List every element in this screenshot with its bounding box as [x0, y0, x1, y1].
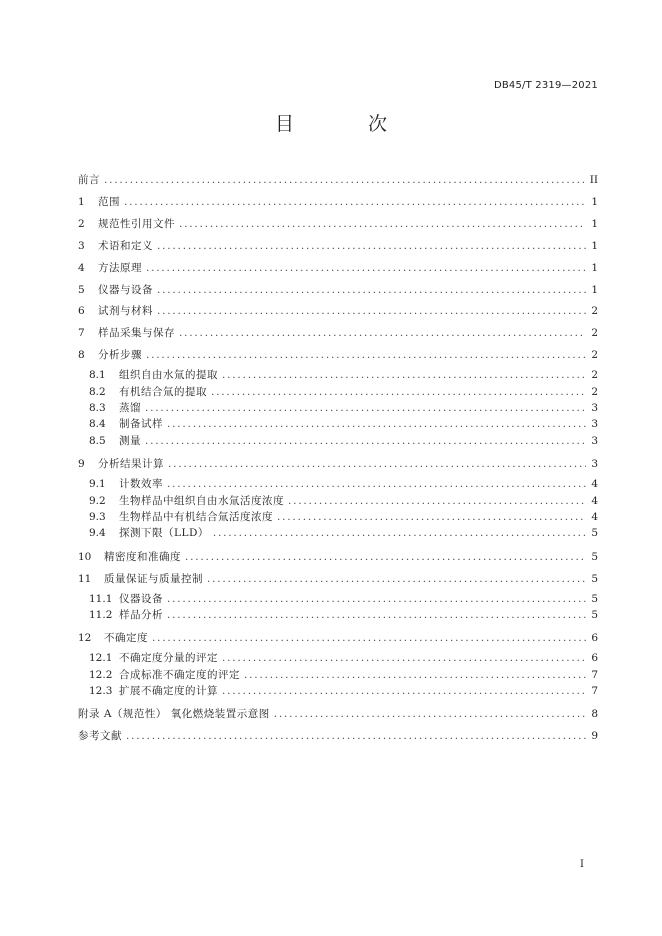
toc-leader-dots — [146, 345, 586, 367]
toc-leader-dots — [168, 454, 586, 476]
toc-label: 测量 — [119, 434, 141, 447]
toc-page-number: 3 — [591, 458, 598, 471]
toc-page-number: 2 — [591, 385, 598, 398]
toc-entry[interactable] — [78, 301, 598, 323]
toc-label: 参考文献 — [78, 730, 122, 743]
toc-subentry[interactable] — [78, 384, 598, 400]
toc-leader-dots — [167, 607, 586, 623]
toc-label: 术语和定义 — [98, 239, 153, 252]
toc-number: 8.4 — [89, 418, 106, 431]
toc-label: 精密度和准确度 — [104, 550, 181, 563]
toc-label: 制备试样 — [119, 418, 163, 431]
toc-number: 9.3 — [89, 510, 106, 523]
toc-page-number: 3 — [591, 434, 598, 447]
toc-leader-dots — [167, 476, 586, 492]
toc-number: 9.1 — [89, 478, 106, 491]
toc-page-number: 5 — [591, 592, 598, 605]
toc-leader-dots — [157, 301, 586, 323]
toc-number: 8 — [78, 349, 85, 362]
toc-subentry[interactable] — [78, 493, 598, 509]
toc-leader-dots — [213, 525, 586, 541]
toc-page-number: 1 — [591, 239, 598, 252]
toc-subentry[interactable] — [78, 525, 598, 541]
toc-leader-dots — [167, 416, 586, 432]
toc-page-number: 2 — [591, 369, 598, 382]
toc-page-number: 4 — [591, 478, 598, 491]
toc-leader-dots — [274, 704, 586, 726]
toc-subentry[interactable] — [78, 416, 598, 432]
toc-subentry[interactable] — [78, 476, 598, 492]
toc-leader-dots — [104, 170, 586, 192]
toc-label: 前言 — [78, 174, 100, 186]
toc-number: 9.2 — [89, 494, 106, 507]
toc-label: 探测下限（LLD） — [119, 527, 209, 540]
toc-page-number: 5 — [591, 527, 598, 540]
document-code: DB45/T 2319—2021 — [493, 80, 598, 91]
toc-page-number: 5 — [591, 608, 598, 621]
toc-entry[interactable] — [78, 345, 598, 367]
toc-number: 8.2 — [89, 385, 106, 398]
toc-page-number: II — [589, 174, 598, 186]
toc-leader-dots — [244, 667, 586, 683]
toc-number: 7 — [78, 327, 85, 340]
toc-leader-dots — [145, 400, 586, 416]
toc-number: 6 — [78, 305, 85, 318]
toc-entry[interactable] — [78, 569, 598, 591]
toc-label: 分析步骤 — [98, 349, 142, 362]
toc-page-number: 1 — [591, 217, 598, 230]
toc-label: 范围 — [98, 195, 120, 208]
toc-subentry[interactable] — [78, 367, 598, 383]
toc-label: 试剂与材料 — [98, 305, 153, 318]
toc-number: 8.1 — [89, 369, 106, 382]
toc-entry[interactable] — [78, 280, 598, 302]
toc-number: 10 — [78, 550, 92, 563]
toc-subentry[interactable] — [78, 591, 598, 607]
toc-label: 样品采集与保存 — [98, 327, 175, 340]
toc-leader-dots — [288, 493, 586, 509]
toc-leader-dots — [211, 384, 586, 400]
toc-number: 5 — [78, 283, 85, 296]
toc-number: 1 — [78, 195, 85, 208]
toc-page-number: 4 — [591, 510, 598, 523]
toc-number: 9.4 — [89, 527, 106, 540]
page-title: 目 次 — [274, 113, 422, 135]
toc-leader-dots — [145, 433, 586, 449]
toc-page-number: 6 — [591, 652, 598, 665]
toc-subentry[interactable] — [78, 400, 598, 416]
toc-number: 2 — [78, 217, 85, 230]
toc-number: 12 — [78, 632, 92, 645]
toc-page-number: 1 — [591, 283, 598, 296]
toc-label: 组织自由水氚的提取 — [119, 369, 218, 382]
toc-label: 仪器设备 — [119, 592, 163, 605]
toc-label: 不确定度分量的评定 — [119, 652, 218, 665]
toc-entry[interactable] — [78, 726, 598, 748]
toc-label: 有机结合氚的提取 — [119, 385, 207, 398]
toc-entry[interactable] — [78, 214, 598, 236]
toc-label: 合成标准不确定度的评定 — [119, 668, 240, 681]
toc-leader-dots — [157, 236, 586, 258]
toc-page-number: 1 — [591, 195, 598, 208]
toc-subentry[interactable] — [78, 683, 598, 699]
toc-leader-dots — [157, 280, 586, 302]
toc-leader-dots — [185, 547, 586, 569]
toc-leader-dots — [277, 509, 586, 525]
toc-subentry[interactable] — [78, 433, 598, 449]
toc-page-number: 1 — [591, 261, 598, 274]
toc-number: 8.3 — [89, 401, 106, 414]
toc-page-number: 3 — [591, 418, 598, 431]
toc-leader-dots — [222, 650, 586, 666]
toc-page-number: 9 — [591, 730, 598, 743]
toc-leader-dots — [222, 367, 586, 383]
toc-label: 附录 A（规范性） 氧化燃烧装置示意图 — [78, 708, 270, 721]
toc-page-number: 2 — [591, 349, 598, 362]
toc-number: 8.5 — [89, 434, 106, 447]
toc-page-number: 2 — [591, 305, 598, 318]
toc-entry[interactable] — [78, 704, 598, 726]
toc-leader-dots — [146, 258, 586, 280]
toc-leader-dots — [207, 569, 586, 591]
toc-entry[interactable] — [78, 323, 598, 345]
toc-label: 生物样品中组织自由水氚活度浓度 — [119, 494, 284, 507]
toc-page-number: 6 — [591, 632, 598, 645]
toc-page-number: 5 — [591, 550, 598, 563]
page-number: I — [580, 859, 584, 870]
toc-leader-dots — [179, 214, 586, 236]
toc-entry[interactable] — [78, 454, 598, 476]
toc-number: 12.3 — [89, 685, 113, 698]
toc-number: 11.2 — [89, 608, 113, 621]
toc-leader-dots — [126, 726, 586, 748]
toc-label: 规范性引用文件 — [98, 217, 175, 230]
toc-entry[interactable] — [78, 236, 598, 258]
toc-page-number: 3 — [591, 401, 598, 414]
toc-subentry[interactable] — [78, 509, 598, 525]
toc-number: 11.1 — [89, 592, 113, 605]
table-of-contents — [78, 170, 598, 748]
toc-entry[interactable] — [78, 170, 598, 192]
toc-label: 扩展不确定度的计算 — [119, 685, 218, 698]
toc-label: 蒸馏 — [119, 401, 141, 414]
toc-page-number: 7 — [591, 685, 598, 698]
toc-number: 9 — [78, 458, 85, 471]
toc-leader-dots — [124, 192, 586, 214]
toc-label: 样品分析 — [119, 608, 163, 621]
toc-page-number: 7 — [591, 668, 598, 681]
toc-label: 生物样品中有机结合氚活度浓度 — [119, 510, 273, 523]
toc-leader-dots — [152, 628, 586, 650]
toc-entry[interactable] — [78, 192, 598, 214]
toc-page-number: 5 — [591, 572, 598, 585]
toc-page-number: 8 — [591, 708, 598, 721]
toc-leader-dots — [222, 683, 586, 699]
toc-subentry[interactable] — [78, 650, 598, 666]
toc-label: 计数效率 — [119, 478, 163, 491]
toc-entry[interactable] — [78, 628, 598, 650]
toc-number: 11 — [78, 572, 92, 585]
toc-leader-dots — [167, 591, 586, 607]
toc-page-number: 4 — [591, 494, 598, 507]
toc-number: 4 — [78, 261, 85, 274]
toc-label: 质量保证与质量控制 — [104, 572, 203, 585]
toc-subentry[interactable] — [78, 667, 598, 683]
toc-label: 不确定度 — [104, 632, 148, 645]
toc-leader-dots — [179, 323, 586, 345]
toc-page-number: 2 — [591, 327, 598, 340]
toc-label: 分析结果计算 — [98, 458, 164, 471]
toc-number: 3 — [78, 239, 85, 252]
toc-number: 12.2 — [89, 668, 113, 681]
toc-label: 仪器与设备 — [98, 283, 153, 296]
toc-entry[interactable] — [78, 258, 598, 280]
toc-subentry[interactable] — [78, 607, 598, 623]
toc-entry[interactable] — [78, 547, 598, 569]
toc-number: 12.1 — [89, 652, 113, 665]
toc-label: 方法原理 — [98, 261, 142, 274]
